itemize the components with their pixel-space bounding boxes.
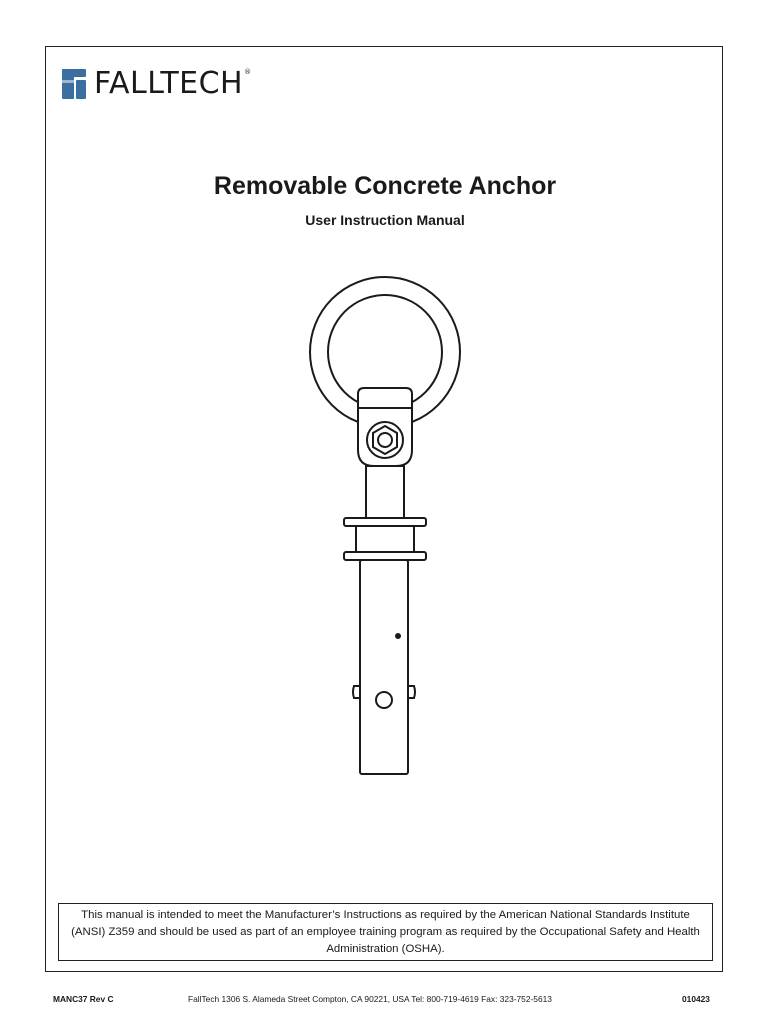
falltech-logo: [62, 64, 252, 104]
logo-wordmark: FALLTECH®: [94, 66, 252, 101]
footer-doc-code: MANC37 Rev C: [53, 994, 114, 1004]
notice-text: This manual is intended to meet the Manufacturer’s Instructions as required by the American National Standards Institute (ANSI) Z359 and should be used as part of an employee training program as required by the Occupational Safety and Health Administration (OSHA).: [71, 908, 700, 955]
footer-date-code: 010423: [682, 994, 710, 1004]
falltech-logo-icon: [62, 67, 86, 101]
notice-box: [58, 903, 713, 961]
concrete-anchor-illustration: [300, 270, 470, 780]
document-title: Removable Concrete Anchor: [213, 172, 557, 200]
footer-contact: FallTech 1306 S. Alameda Street Compton, CA 90221, USA Tel: 800-719-4619 Fax: 323-752-5613: [188, 994, 552, 1004]
document-subtitle: User Instruction Manual: [305, 212, 465, 228]
